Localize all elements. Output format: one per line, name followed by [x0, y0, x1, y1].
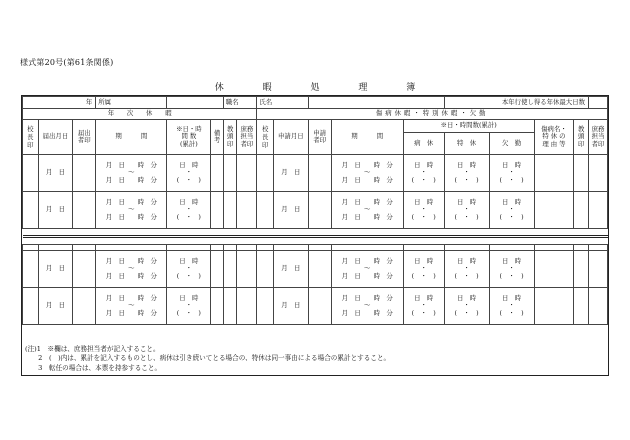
period-end: 月 日 時 分 — [105, 212, 157, 221]
seal-cell[interactable] — [73, 251, 96, 288]
position-label: 職名 — [223, 97, 256, 109]
count-cumulative: ( ・ ) — [499, 212, 524, 221]
count-dot: ・ — [185, 264, 193, 273]
count-cumulative: ( ・ ) — [499, 175, 524, 184]
count-cumulative: ( ・ ) — [411, 271, 436, 280]
count-cumulative: ( ・ ) — [454, 271, 479, 280]
count-dot: ・ — [508, 301, 515, 310]
entry-row — [23, 251, 608, 288]
date-cell[interactable]: 月 日 — [274, 288, 309, 325]
period-end: 月 日 時 分 — [341, 271, 393, 280]
count-cell[interactable] — [489, 155, 534, 192]
department-label: 所属 — [96, 97, 167, 109]
seal-cell[interactable] — [574, 251, 589, 288]
admin-seal-header: 庶務 担当 者印 — [237, 120, 257, 155]
seal-cell[interactable] — [574, 192, 589, 229]
count-cell[interactable] — [167, 192, 211, 229]
seal-cell[interactable] — [308, 192, 331, 229]
seal-cell[interactable] — [588, 155, 607, 192]
count-cumulative: ( ・ ) — [454, 308, 479, 317]
seal-cell[interactable] — [23, 155, 39, 192]
year-label: 年 — [23, 97, 96, 109]
count-dayhour: 日 時 — [179, 197, 199, 206]
count-cell[interactable] — [489, 251, 534, 288]
period-start: 月 日 時 分 — [105, 256, 157, 265]
count-cumulative: ( ・ ) — [454, 175, 479, 184]
reason-cell[interactable] — [534, 192, 574, 229]
footnote: 3 転任の場合は、本票を持参すること。 — [25, 363, 162, 372]
seal-cell[interactable] — [223, 155, 237, 192]
seal-cell[interactable] — [237, 192, 257, 229]
max-days-label: 本年行使し得る年休最大日数 — [444, 97, 588, 109]
blank-cell — [23, 229, 608, 237]
period-end: 月 日 時 分 — [105, 271, 157, 280]
count-dayhour: 日 時 — [414, 293, 434, 302]
period-end: 月 日 時 分 — [105, 175, 157, 184]
admin-seal-header-2: 庶務 担当 者印 — [588, 120, 607, 155]
count-dot: ・ — [508, 205, 515, 214]
seal-cell[interactable] — [308, 155, 331, 192]
period-start: 月 日 時 分 — [105, 197, 157, 206]
count-cell[interactable] — [167, 155, 211, 192]
count-dayhour: 日 時 — [414, 197, 434, 206]
period-cell[interactable] — [96, 251, 167, 288]
days-count-header-2: ※日・時間数(累計) — [403, 120, 534, 133]
count-cell[interactable] — [489, 288, 534, 325]
leave-register-form — [21, 95, 609, 376]
count-dot: ・ — [420, 205, 427, 214]
count-dot: ・ — [463, 168, 470, 177]
date-cell[interactable]: 月 日 — [38, 288, 73, 325]
count-cell[interactable] — [403, 251, 444, 288]
seal-cell[interactable] — [574, 155, 589, 192]
period-end: 月 日 時 分 — [341, 308, 393, 317]
blank-row — [23, 229, 608, 237]
count-cell[interactable] — [167, 251, 211, 288]
reason-cell[interactable] — [534, 251, 574, 288]
department-field[interactable] — [167, 97, 223, 109]
period-end: 月 日 時 分 — [341, 212, 393, 221]
period-sep: 〜 — [364, 264, 371, 273]
period-cell[interactable] — [331, 288, 403, 325]
reason-cell[interactable] — [534, 155, 574, 192]
absence-header: 欠 勤 — [489, 133, 534, 155]
count-dayhour: 日 時 — [179, 256, 199, 265]
period-start: 月 日 時 分 — [105, 293, 157, 302]
title-char: 休 — [214, 83, 224, 93]
count-dot: ・ — [463, 205, 470, 214]
count-dot: ・ — [185, 205, 193, 214]
date-cell[interactable]: 月 日 — [274, 192, 309, 229]
count-dot: ・ — [463, 264, 470, 273]
period-cell[interactable] — [96, 192, 167, 229]
count-dot: ・ — [508, 264, 515, 273]
period-end: 月 日 時 分 — [341, 175, 393, 184]
seal-cell[interactable] — [73, 288, 96, 325]
title-char: 処 — [310, 83, 320, 93]
period-start: 月 日 時 分 — [105, 160, 157, 169]
count-cumulative: ( ・ ) — [176, 308, 201, 317]
remarks-cell[interactable] — [211, 288, 224, 325]
count-cell[interactable] — [444, 192, 489, 229]
entry-row — [23, 192, 608, 229]
count-cell[interactable] — [444, 288, 489, 325]
period-start: 月 日 時 分 — [341, 160, 393, 169]
period-end: 月 日 時 分 — [105, 308, 157, 317]
period-sep: 〜 — [364, 205, 371, 214]
principal-seal-header-2: 校 長 印 — [257, 120, 274, 155]
reason-header: 傷病名・ 特 休 の 理 由 等 — [534, 120, 574, 155]
count-cell[interactable] — [403, 192, 444, 229]
count-cumulative: ( ・ ) — [499, 271, 524, 280]
seal-cell[interactable] — [23, 251, 39, 288]
count-dot: ・ — [420, 264, 427, 273]
count-dayhour: 日 時 — [457, 160, 477, 169]
count-cumulative: ( ・ ) — [176, 175, 201, 184]
count-cumulative: ( ・ ) — [176, 271, 201, 280]
period-cell[interactable] — [331, 192, 403, 229]
reason-cell[interactable] — [534, 288, 574, 325]
seal-cell[interactable] — [574, 288, 589, 325]
period-header-2: 期 間 — [331, 120, 403, 155]
column-header-row — [23, 120, 608, 133]
seal-cell[interactable] — [237, 288, 257, 325]
seal-cell[interactable] — [23, 192, 39, 229]
seal-cell[interactable] — [223, 288, 237, 325]
date-cell[interactable]: 月 日 — [38, 251, 73, 288]
count-cell[interactable] — [403, 288, 444, 325]
date-cell[interactable]: 月 日 — [38, 192, 73, 229]
section-annual: 年 次 休 暇 — [23, 109, 257, 120]
count-dot: ・ — [463, 301, 470, 310]
count-dot: ・ — [508, 168, 515, 177]
count-dot: ・ — [420, 168, 427, 177]
count-cumulative: ( ・ ) — [499, 308, 524, 317]
apply-date-header: 申請月日 — [274, 120, 309, 155]
date-cell[interactable]: 月 日 — [274, 155, 309, 192]
remarks-cell[interactable] — [211, 251, 224, 288]
count-dayhour: 日 時 — [179, 293, 199, 302]
seal-cell[interactable] — [257, 288, 274, 325]
count-dayhour: 日 時 — [457, 256, 477, 265]
page-title — [0, 80, 630, 93]
period-start: 月 日 時 分 — [341, 256, 393, 265]
count-cumulative: ( ・ ) — [176, 212, 201, 221]
count-dayhour: 日 時 — [457, 293, 477, 302]
count-dot: ・ — [185, 168, 193, 177]
period-cell[interactable] — [96, 155, 167, 192]
seal-cell[interactable] — [308, 288, 331, 325]
count-dayhour: 日 時 — [502, 256, 522, 265]
count-cell[interactable] — [444, 155, 489, 192]
section-other: 傷病休暇・特別休暇・欠勤 — [257, 109, 608, 120]
max-days-field[interactable] — [588, 97, 607, 109]
applicant-seal-header: 申請 者印 — [308, 120, 331, 155]
seal-cell[interactable] — [257, 251, 274, 288]
date-cell[interactable]: 月 日 — [38, 155, 73, 192]
period-sep: 〜 — [128, 301, 135, 310]
period-cell[interactable] — [331, 251, 403, 288]
period-cell[interactable] — [331, 155, 403, 192]
period-sep: 〜 — [128, 264, 135, 273]
period-start: 月 日 時 分 — [341, 293, 393, 302]
count-cell[interactable] — [444, 251, 489, 288]
period-sep: 〜 — [128, 205, 135, 214]
section-row — [23, 109, 608, 120]
period-sep: 〜 — [128, 168, 135, 177]
seal-cell[interactable] — [237, 155, 257, 192]
period-cell[interactable] — [96, 288, 167, 325]
principal-seal-header: 校 長 印 — [23, 120, 39, 155]
title-char: 簿 — [406, 83, 416, 93]
separator-cell — [23, 237, 608, 245]
period-start: 月 日 時 分 — [341, 197, 393, 206]
count-dayhour: 日 時 — [179, 160, 199, 169]
date-cell[interactable]: 月 日 — [274, 251, 309, 288]
seal-cell[interactable] — [237, 251, 257, 288]
entry-row — [23, 155, 608, 192]
count-cumulative: ( ・ ) — [454, 212, 479, 221]
seal-cell[interactable] — [223, 251, 237, 288]
page-break-separator — [23, 237, 608, 245]
count-cumulative: ( ・ ) — [411, 308, 436, 317]
seal-cell[interactable] — [73, 155, 96, 192]
count-dayhour: 日 時 — [414, 160, 434, 169]
count-dayhour: 日 時 — [502, 160, 522, 169]
count-dayhour: 日 時 — [502, 197, 522, 206]
leave-register-table — [22, 96, 608, 325]
seal-cell[interactable] — [588, 288, 607, 325]
seal-cell[interactable] — [588, 192, 607, 229]
footnote: (注)1 ※欄は、庶務担当者が記入すること。 — [25, 345, 160, 353]
count-dayhour: 日 時 — [457, 197, 477, 206]
seal-cell[interactable] — [257, 192, 274, 229]
title-char: 暇 — [262, 83, 272, 93]
title-char: 理 — [358, 83, 368, 93]
seal-cell[interactable] — [308, 251, 331, 288]
request-date-header: 届出月日 — [38, 120, 73, 155]
period-sep: 〜 — [364, 168, 371, 177]
count-dot: ・ — [420, 301, 427, 310]
period-header: 期 間 — [96, 120, 167, 155]
requester-seal-header: 届出 者印 — [73, 120, 96, 155]
count-cumulative: ( ・ ) — [411, 212, 436, 221]
entry-row — [23, 288, 608, 325]
count-cell[interactable] — [489, 192, 534, 229]
count-cell[interactable] — [167, 288, 211, 325]
remarks-cell[interactable] — [211, 192, 224, 229]
sick-header: 病 休 — [403, 133, 444, 155]
footnote: 2 ( )内は、累計を記入するものとし、病休は引き続いてとる場合の、特休は同一事由による場合の累計とすること。 — [25, 354, 391, 363]
count-cumulative: ( ・ ) — [411, 175, 436, 184]
days-count-header: ※日・時 間 数 (累計) — [167, 120, 211, 155]
seal-cell[interactable] — [73, 192, 96, 229]
deputy-seal-header-2: 教 頭 印 — [574, 120, 589, 155]
period-sep: 〜 — [364, 301, 371, 310]
name-label: 氏名 — [257, 97, 308, 109]
form-number: 様式第20号(第61条関係) — [20, 58, 114, 67]
seal-cell[interactable] — [223, 192, 237, 229]
count-dot: ・ — [185, 301, 193, 310]
seal-cell[interactable] — [588, 251, 607, 288]
count-dayhour: 日 時 — [414, 256, 434, 265]
remarks-header: 備 考 — [211, 120, 224, 155]
deputy-seal-header: 教 頭 印 — [223, 120, 237, 155]
special-header: 特 休 — [444, 133, 489, 155]
footnotes — [25, 345, 390, 373]
remarks-cell[interactable] — [211, 155, 224, 192]
seal-cell[interactable] — [257, 155, 274, 192]
name-field[interactable] — [308, 97, 444, 109]
count-cell[interactable] — [403, 155, 444, 192]
count-dayhour: 日 時 — [502, 293, 522, 302]
header-row — [23, 97, 608, 109]
seal-cell[interactable] — [23, 288, 39, 325]
